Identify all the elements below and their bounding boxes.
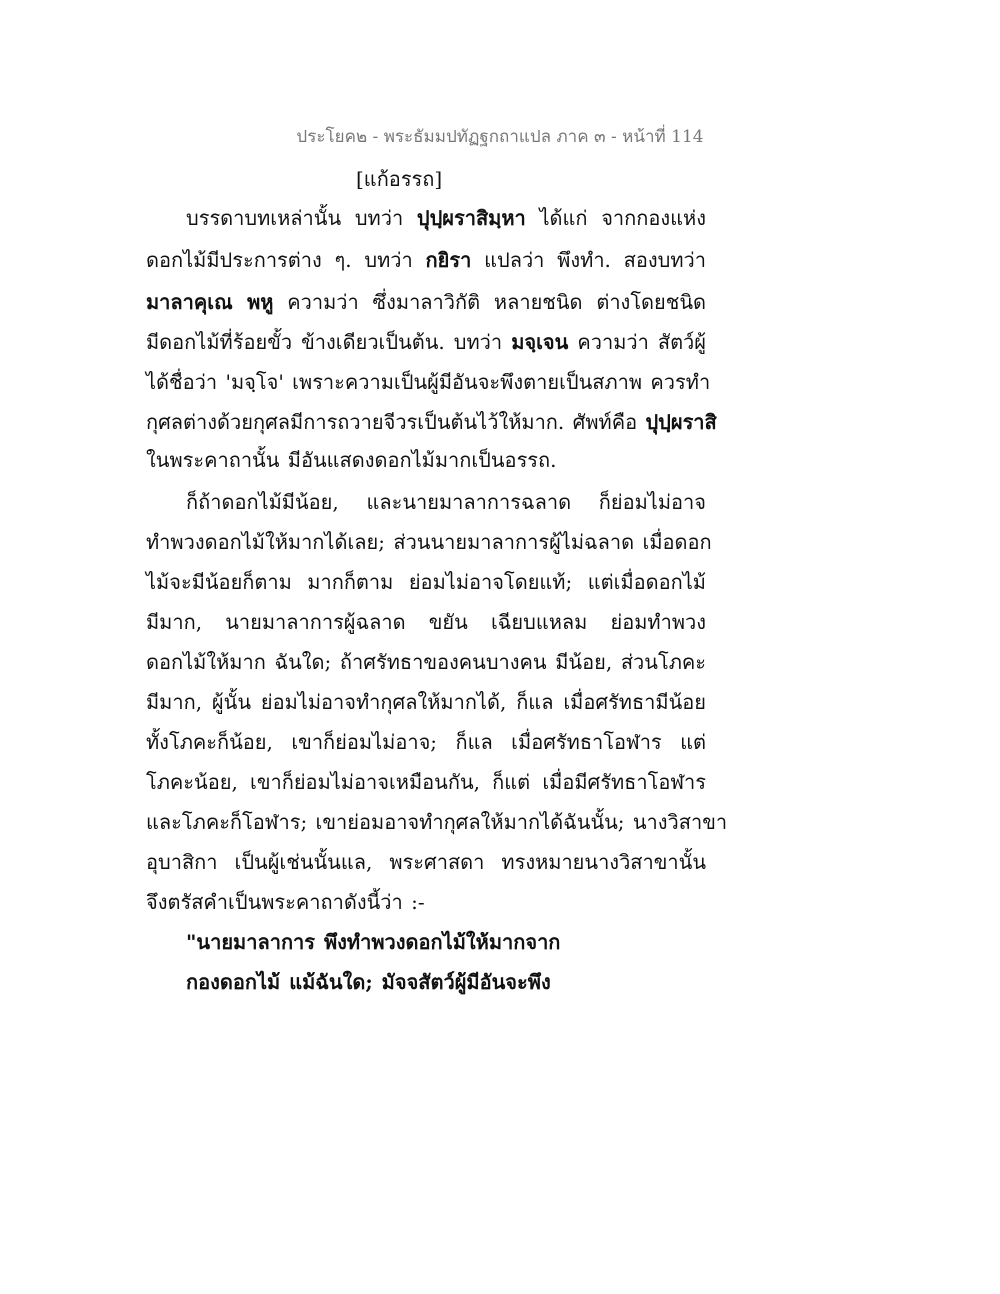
text-line: ดอกไม้ให้มาก ฉันใด; ถ้าศรัทธาของคนบางคน มีน้อย, ส่วนโภคะ xyxy=(146,650,706,674)
text-line: โภคะน้อย, เขาก็ย่อมไม่อาจเหมือนกัน, ก็แต่ เมื่อมีศรัทธาโอฬาร xyxy=(146,770,706,794)
text-line: ดอกไม้มีประการต่าง ๆ. บทว่า กยิรา แปลว่า พึงทำ. สองบทว่า xyxy=(146,248,706,272)
text-line: มีมาก, ผู้นั้น ย่อมไม่อาจทำกุศลให้มากได้, ก็แล เมื่อศรัทธามีน้อย xyxy=(146,690,706,714)
text-line: อุบาสิกา เป็นผู้เช่นนั้นแล, พระศาสดา ทรงหมายนางวิสาขานั้น xyxy=(146,850,706,874)
text-line: จึงตรัสคำเป็นพระคาถาดังนี้ว่า :- xyxy=(146,890,425,914)
text-line: ก็ถ้าดอกไม้มีน้อย, และนายมาลาการฉลาด ก็ย่อมไม่อาจ xyxy=(186,490,706,514)
text-line: มีดอกไม้ที่ร้อยขั้ว ข้างเดียวเป็นต้น. บทว่า มจฺเจน ความว่า สัตว์ผู้ xyxy=(146,330,707,354)
text-line: ไม้จะมีน้อยก็ตาม มากก็ตาม ย่อมไม่อาจโดยแท้; แต่เมื่อดอกไม้ xyxy=(146,570,706,594)
text-line: มาลาคุเณ พหู ความว่า ซึ่งมาลาวิกัติ หลายชนิด ต่างโดยชนิด xyxy=(146,290,707,314)
verse-line: กองดอกไม้ แม้ฉันใด; มัจจสัตว์ผู้มีอันจะพึง xyxy=(186,970,551,994)
text-line: ในพระคาถานั้น มีอันแสดงดอกไม้มากเป็นอรรถ. xyxy=(146,448,557,472)
text-line: และโภคะก็โอฬาร; เขาย่อมอาจทำกุศลให้มากได้ฉันนั้น; นางวิสาขา xyxy=(146,810,728,834)
text-line: ได้ชื่อว่า 'มจฺโจ' เพราะความเป็นผู้มีอันจะพึงตายเป็นสภาพ ควรทำ xyxy=(146,370,711,394)
text-line: บรรดาบทเหล่านั้น บทว่า ปุปฺผราสิมฺหา ได้แก่ จากกองแห่ง xyxy=(186,206,706,230)
verse-line: "นายมาลาการ พึงทำพวงดอกไม้ให้มากจาก xyxy=(186,930,561,954)
text-line: กุศลต่างด้วยกุศลมีการถวายจีวรเป็นต้นไว้ให้มาก. ศัพท์คือ ปุปฺผราสิ xyxy=(146,410,717,434)
page-header: ประโยค๒ - พระธัมมปทัฏฐกถาแปล ภาค ๓ - หน้าที่ 114 xyxy=(296,127,704,147)
text-line: มีมาก, นายมาลาการผู้ฉลาด ขยัน เฉียบแหลม ย่อมทำพวง xyxy=(146,610,706,634)
text-line: ทำพวงดอกไม้ให้มากได้เลย; ส่วนนายมาลาการผู้ไม่ฉลาด เมื่อดอก xyxy=(146,530,712,554)
text-line: ทั้งโภคะก็น้อย, เขาก็ย่อมไม่อาจ; ก็แล เมื่อศรัทธาโอฬาร แต่ xyxy=(146,730,706,754)
section-heading: [แก้อรรถ] xyxy=(356,167,443,191)
